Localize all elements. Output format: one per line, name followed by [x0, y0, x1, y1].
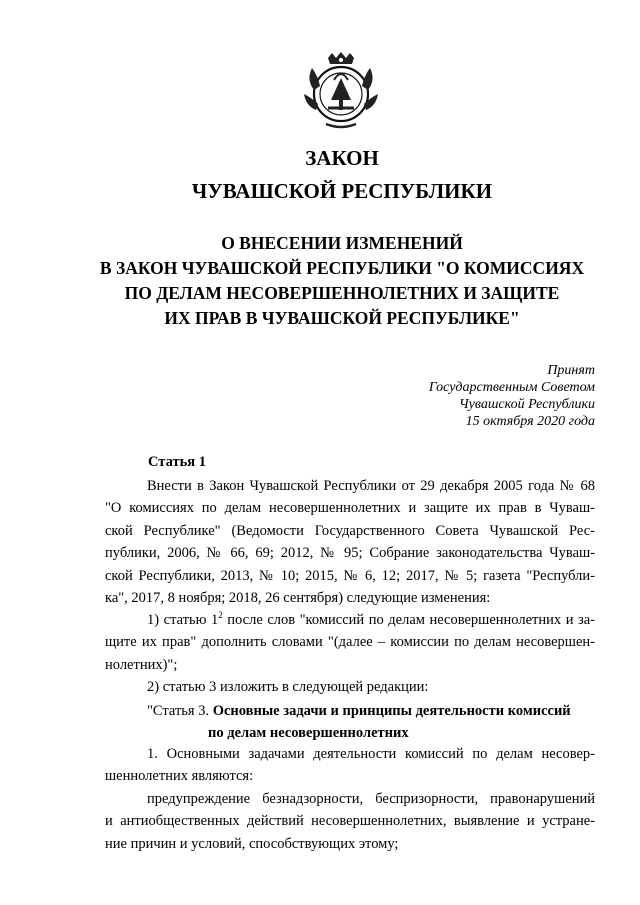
text-line: ской Республики, 2013, № 10; 2015, № 6, 12; 2017, № 5; газета "Республи- [105, 567, 595, 584]
item1-prefix: 1) статью 1 [147, 612, 219, 628]
text-line: "О комиссиях по делам несовершеннолетних и защите их прав в Чуваш- [105, 500, 595, 517]
subtitle-line: ПО ДЕЛАМ НЕСОВЕРШЕННОЛЕТНИХ И ЗАЩИТЕ [124, 283, 560, 303]
text-line: предупреждение безнадзорности, беспризорности, правонарушений [147, 791, 595, 807]
statute-title-line: Основные задачи и принципы деятельности комиссий [212, 703, 571, 719]
text-line: публики, 2006, № 66, 69; 2012, № 95; Собрание законодательства Чуваш- [105, 545, 595, 562]
item1-rest: после слов "комиссий по делам несовершеннолетних и за- [222, 612, 596, 628]
adoption-line: 15 октября 2020 года [465, 414, 595, 429]
document-title-republic: ЧУВАШСКОЙ РЕСПУБЛИКИ [191, 179, 493, 203]
text-line: нолетних)"; [105, 656, 178, 673]
adoption-note [429, 362, 595, 430]
text-line: шеннолетних являются: [105, 768, 254, 785]
article-heading: Статья 1 [148, 454, 206, 470]
text-line [105, 609, 595, 631]
amendment-item-1 [105, 609, 595, 676]
text-line: 2) статью 3 изложить в следующей редакции: [147, 679, 429, 695]
statute-article-title [147, 700, 595, 744]
text-line: ка", 2017, 8 ноября; 2018, 26 сентября) следующие изменения: [105, 589, 491, 606]
text-line: ние причин и условий, способствующих этому; [105, 835, 399, 852]
statute-prefix: "Статья 3. [147, 703, 213, 719]
statute-point-1-item [105, 788, 595, 855]
statute-point-1 [105, 743, 595, 788]
amendment-item-2 [105, 676, 595, 698]
adoption-line: Чувашской Республики [459, 397, 595, 412]
subtitle-line: О ВНЕСЕНИИ ИЗМЕНЕНИЙ [221, 233, 463, 253]
statute-title-line: по делам несовершеннолетних [208, 725, 409, 741]
text-line: щите их прав" дополнить словами "(далее – комиссии по делам несовершен- [105, 634, 595, 651]
subtitle-line: В ЗАКОН ЧУВАШСКОЙ РЕСПУБЛИКИ "О КОМИССИЯХ [99, 258, 585, 278]
coat-of-arms-emblem [298, 50, 384, 130]
adoption-line: Государственным Советом [428, 380, 595, 395]
document-title-law: ЗАКОН [305, 146, 379, 170]
adoption-line: Принят [547, 363, 595, 378]
text-line: ской Республике" (Ведомости Государственного Совета Чувашской Рес- [105, 522, 595, 539]
text-line: и антиобщественных действий несовершеннолетних, выявление и устране- [105, 813, 595, 830]
document-subtitle [0, 231, 640, 331]
text-line: Внести в Закон Чувашской Республики от 29 декабря 2005 года № 68 [147, 478, 595, 494]
superscript: 2 [218, 610, 223, 621]
article-intro-paragraph [105, 475, 595, 609]
text-line: 1. Основными задачами деятельности комиссий по делам несовер- [147, 746, 595, 762]
subtitle-line: ИХ ПРАВ В ЧУВАШСКОЙ РЕСПУБЛИКЕ" [164, 308, 520, 328]
